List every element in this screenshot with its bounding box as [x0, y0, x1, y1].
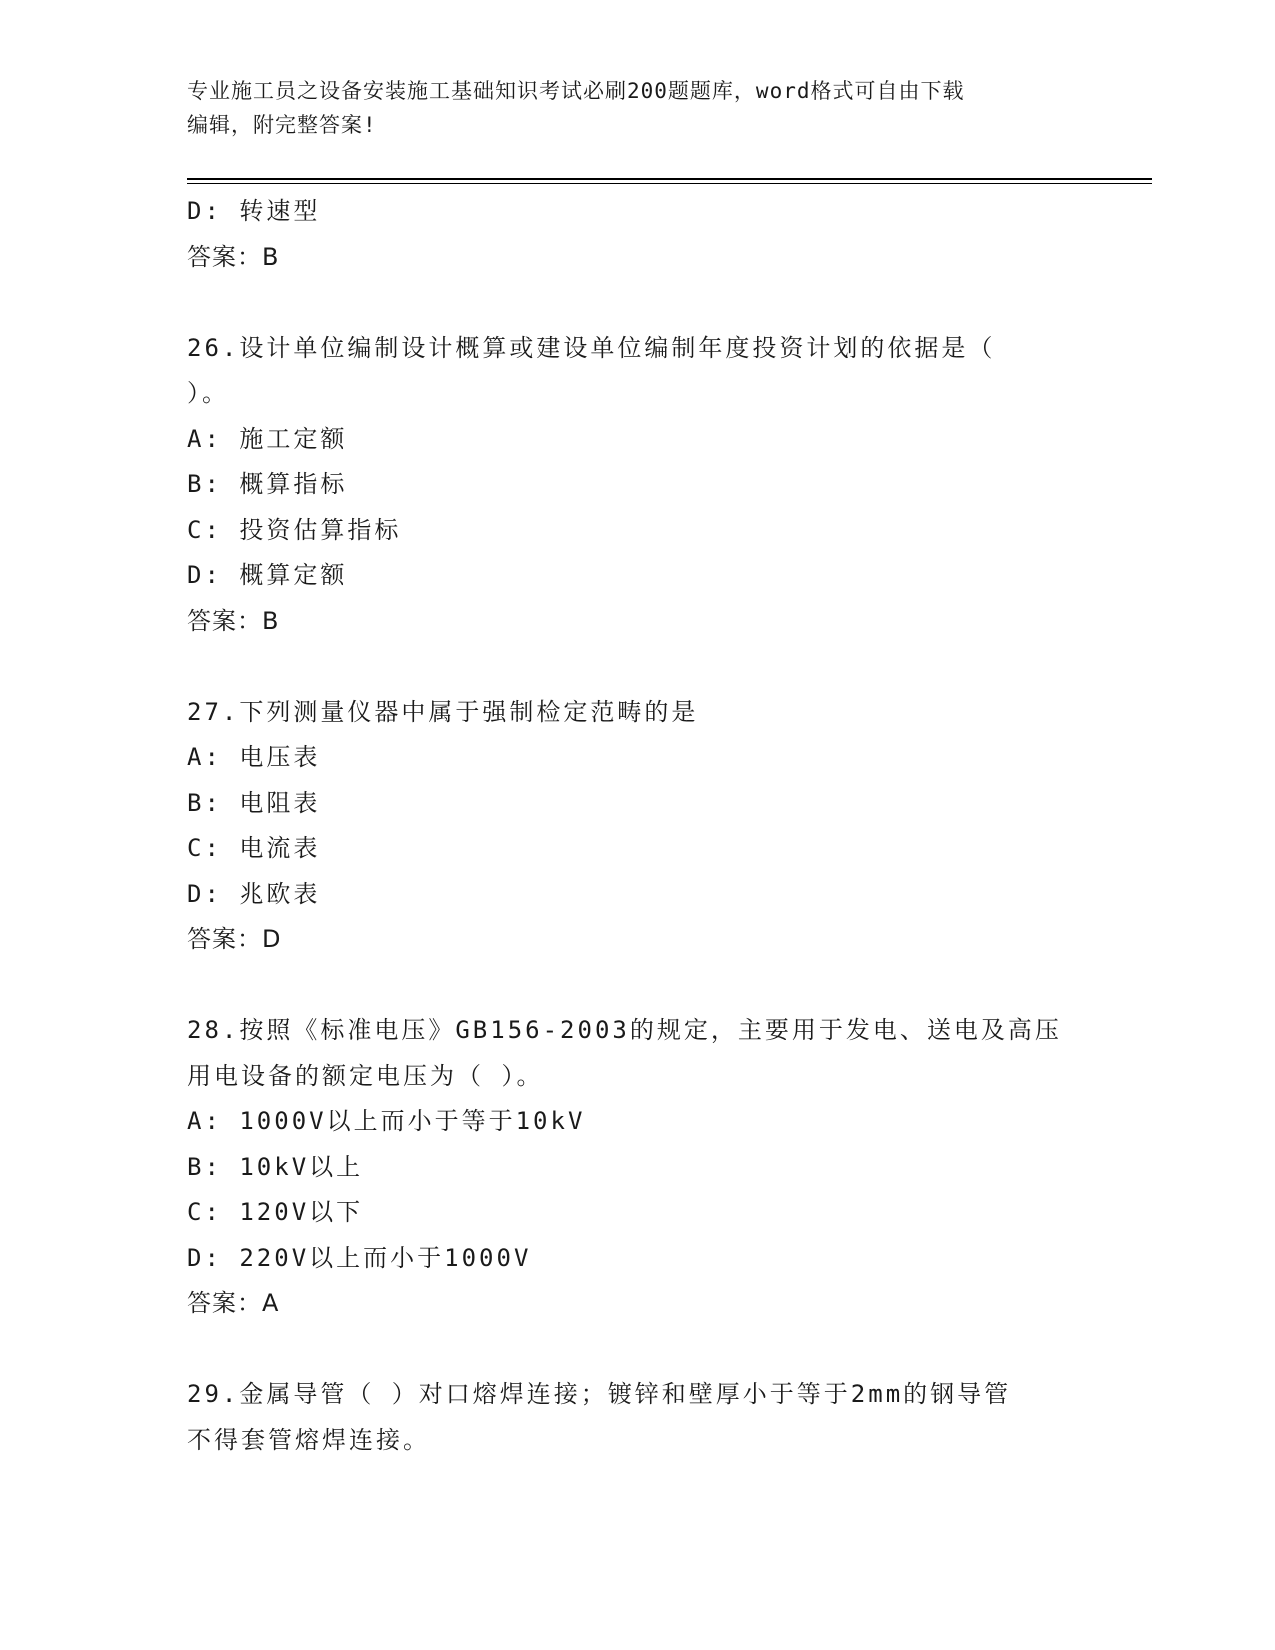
option-c: C: 投资估算指标 — [187, 515, 402, 544]
option-a: A: 1000V以上而小于等于10kV — [187, 1107, 586, 1135]
document-header — [187, 74, 1067, 142]
option-b: B: 10kV以上 — [187, 1152, 364, 1181]
question-28 — [187, 1008, 1087, 1327]
question-stem-line-2: ）。 — [187, 379, 229, 407]
question-stem-line-1: 29.金属导管（ ）对口熔焊连接；镀锌和壁厚小于等于2mm的钢导管 — [187, 1380, 1012, 1408]
spacer — [187, 280, 1087, 326]
answer-line: 答案：B — [187, 606, 280, 635]
answer-line: 答案：D — [187, 925, 282, 953]
header-title-line-2: 编辑，附完整答案! — [187, 113, 377, 137]
question-stem-line-1: 26.设计单位编制设计概算或建设单位编制年度投资计划的依据是（ — [187, 333, 996, 362]
option-d: D: 220V以上而小于1000V — [187, 1243, 532, 1272]
option-a: A: 施工定额 — [187, 424, 348, 453]
question-stem-line-1: 28.按照《标准电压》GB156-2003的规定，主要用于发电、送电及高压 — [187, 1016, 1062, 1044]
question-27 — [187, 690, 1087, 963]
option-a: A: 电压表 — [187, 743, 321, 771]
spacer — [187, 963, 1087, 1009]
spacer — [187, 644, 1087, 690]
answer-line: 答案：A — [187, 1289, 280, 1317]
question-list — [187, 189, 1087, 1463]
header-divider-thick — [187, 178, 1152, 180]
question-25 — [187, 189, 1087, 280]
question-stem-line-2: 不得套管熔焊连接。 — [187, 1425, 430, 1454]
option-d: D: 兆欧表 — [187, 879, 321, 908]
question-29 — [187, 1372, 1087, 1463]
header-divider-thin — [187, 183, 1152, 184]
option-d: D: 转速型 — [187, 197, 321, 225]
option-b: B: 电阻表 — [187, 788, 321, 817]
option-c: C: 电流表 — [187, 834, 321, 862]
option-c: C: 120V以下 — [187, 1198, 364, 1226]
option-d: D: 概算定额 — [187, 561, 348, 589]
answer-line: 答案：B — [187, 242, 280, 271]
question-stem-line-1: 27.下列测量仪器中属于强制检定范畴的是 — [187, 697, 699, 726]
header-title-line-1: 专业施工员之设备安装施工基础知识考试必刷200题题库，word格式可自由下载 — [187, 79, 965, 103]
question-26 — [187, 326, 1087, 645]
spacer — [187, 1327, 1087, 1373]
option-b: B: 概算指标 — [187, 470, 348, 498]
question-stem-line-2: 用电设备的额定电压为（ ）。 — [187, 1061, 544, 1090]
